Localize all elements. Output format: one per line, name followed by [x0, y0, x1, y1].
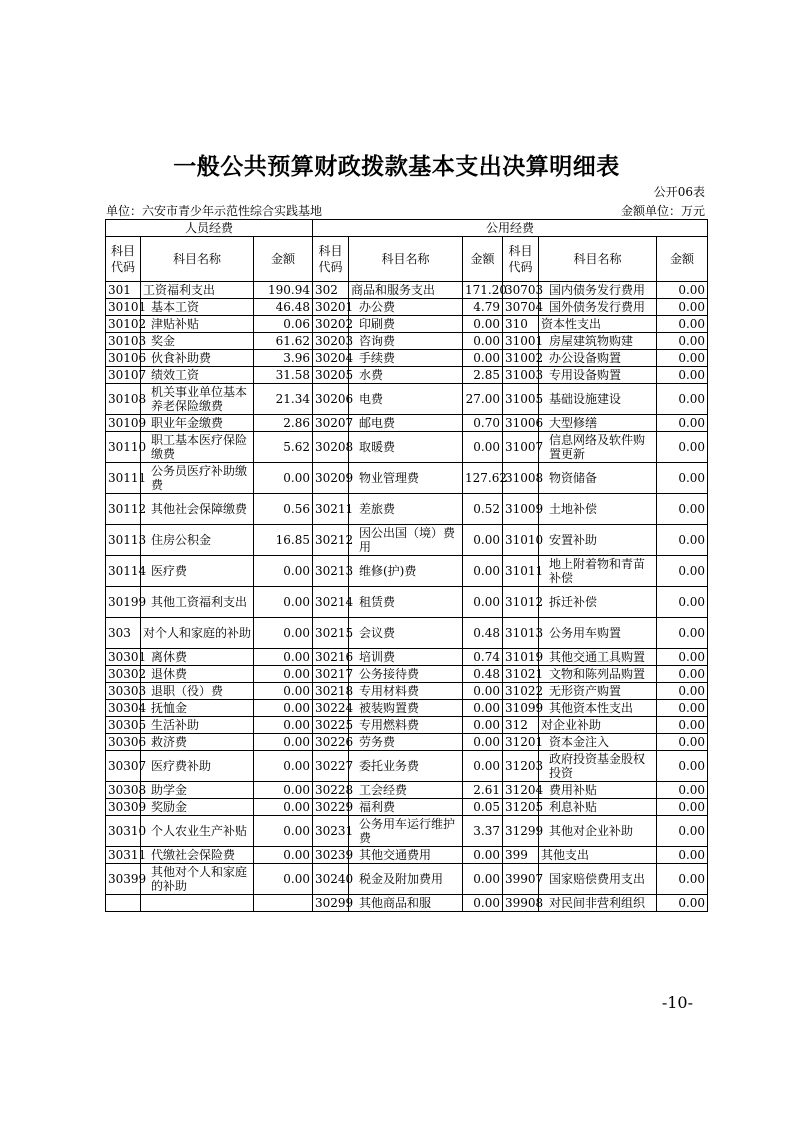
- subject-name: 退职（役）费: [141, 683, 254, 700]
- subject-code: 30209: [313, 463, 349, 494]
- subject-code: 30106: [106, 350, 141, 367]
- subject-code: 31204: [503, 782, 539, 799]
- amount: 0.05: [463, 799, 503, 816]
- subject-code: 30211: [313, 494, 349, 525]
- subject-name: 房屋建筑物购建: [539, 333, 657, 350]
- amount: 0.00: [657, 847, 708, 864]
- subject-name: 专用材料费: [349, 683, 463, 700]
- subject-name: 公务用车运行维护费: [349, 816, 463, 847]
- subject-code: 30226: [313, 734, 349, 751]
- amount: 0.00: [254, 782, 313, 799]
- subject-name: 公务用车购置: [539, 618, 657, 649]
- subject-code: 30308: [106, 782, 141, 799]
- table-row: [106, 384, 708, 415]
- subject-code: 31205: [503, 799, 539, 816]
- amount-header: 金额: [657, 237, 708, 282]
- amount: 0.00: [463, 556, 503, 587]
- amount: 0.00: [657, 415, 708, 432]
- amount-header: 金额: [254, 237, 313, 282]
- amount: 0.00: [657, 316, 708, 333]
- subject-code: 30240: [313, 864, 349, 895]
- amount: 0.00: [657, 734, 708, 751]
- subject-name: 个人农业生产补贴: [141, 816, 254, 847]
- table-row: [106, 847, 708, 864]
- table-row: [106, 367, 708, 384]
- subject-name: 资本金注入: [539, 734, 657, 751]
- amount: 0.00: [463, 700, 503, 717]
- subject-code: 30307: [106, 751, 141, 782]
- subject-code: 39907: [503, 864, 539, 895]
- amount: 0.00: [657, 895, 708, 912]
- subject-code: 30103: [106, 333, 141, 350]
- amount: 0.00: [657, 751, 708, 782]
- subject-name: 机关事业单位基本养老保险缴费: [141, 384, 254, 415]
- subject-name: 绩效工资: [141, 367, 254, 384]
- subject-code: 31099: [503, 700, 539, 717]
- subject-name: 国外债务发行费用: [539, 299, 657, 316]
- subject-code: 31019: [503, 649, 539, 666]
- subject-code: 30224: [313, 700, 349, 717]
- subject-name: 助学金: [141, 782, 254, 799]
- code-header: 科目代码: [503, 237, 539, 282]
- subject-name: 其他资本性支出: [539, 700, 657, 717]
- subject-name: 拆迁补偿: [539, 587, 657, 618]
- amount: 0.00: [254, 700, 313, 717]
- subject-code: 31005: [503, 384, 539, 415]
- subject-name: 其他交通工具购置: [539, 649, 657, 666]
- amount: 0.00: [463, 734, 503, 751]
- amount: 0.00: [463, 895, 503, 912]
- subject-code: 30301: [106, 649, 141, 666]
- money-unit: 金额单位：万元: [620, 204, 705, 218]
- amount: 0.00: [254, 666, 313, 683]
- table-row: [106, 683, 708, 700]
- subject-code: 30107: [106, 367, 141, 384]
- subject-code: 31007: [503, 432, 539, 463]
- amount: 0.00: [657, 367, 708, 384]
- table-row: [106, 782, 708, 799]
- subject-code: 30231: [313, 816, 349, 847]
- subject-code: 303: [106, 618, 141, 649]
- amount: 0.74: [463, 649, 503, 666]
- subject-code: 30214: [313, 587, 349, 618]
- expenditure-table: [105, 219, 708, 912]
- amount: 0.00: [254, 649, 313, 666]
- amount: 0.00: [657, 717, 708, 734]
- subject-name: 文物和陈列品购置: [539, 666, 657, 683]
- subject-name: 因公出国（境）费用: [349, 525, 463, 556]
- subject-name: 物资储备: [539, 463, 657, 494]
- table-row: [106, 734, 708, 751]
- subject-code: 31006: [503, 415, 539, 432]
- table-row: [106, 816, 708, 847]
- subject-name: 劳务费: [349, 734, 463, 751]
- subject-name: 医疗费补助: [141, 751, 254, 782]
- amount: 0.00: [657, 384, 708, 415]
- subject-code: 31022: [503, 683, 539, 700]
- subject-code: 31299: [503, 816, 539, 847]
- subject-name: 租赁费: [349, 587, 463, 618]
- subject-name: [141, 895, 254, 912]
- subject-name: 政府投资基金股权投资: [539, 751, 657, 782]
- subject-name: 职业年金缴费: [141, 415, 254, 432]
- subject-code: 30102: [106, 316, 141, 333]
- page-number: -10-: [661, 993, 693, 1012]
- amount: [254, 895, 313, 912]
- subject-name: 维修(护)费: [349, 556, 463, 587]
- table-row: [106, 751, 708, 782]
- subject-name: 津贴补贴: [141, 316, 254, 333]
- page-title: 一般公共预算财政拨款基本支出决算明细表: [173, 154, 620, 180]
- amount: 27.00: [463, 384, 503, 415]
- subject-name: 土地补偿: [539, 494, 657, 525]
- subject-name: 职工基本医疗保险缴费: [141, 432, 254, 463]
- amount: 0.00: [657, 816, 708, 847]
- subject-name: 奖励金: [141, 799, 254, 816]
- table-row: [106, 350, 708, 367]
- subject-name: 手续费: [349, 350, 463, 367]
- amount: 21.34: [254, 384, 313, 415]
- subject-name: 安置补助: [539, 525, 657, 556]
- subject-code: 312: [503, 717, 539, 734]
- amount: 0.00: [254, 799, 313, 816]
- amount: 0.00: [657, 525, 708, 556]
- subject-code: 301: [106, 282, 141, 299]
- subject-code: 31011: [503, 556, 539, 587]
- amount: 5.62: [254, 432, 313, 463]
- subject-code: 30704: [503, 299, 539, 316]
- subject-name: 电费: [349, 384, 463, 415]
- amount: 0.00: [463, 333, 503, 350]
- amount: 0.48: [463, 618, 503, 649]
- amount: 0.00: [463, 864, 503, 895]
- subject-name: 其他交通费用: [349, 847, 463, 864]
- subject-code: 30101: [106, 299, 141, 316]
- subject-name: 工会经费: [349, 782, 463, 799]
- subject-name: 其他对个人和家庭的补助: [141, 864, 254, 895]
- amount: 46.48: [254, 299, 313, 316]
- amount: 0.00: [657, 299, 708, 316]
- amount: 0.00: [657, 799, 708, 816]
- subject-name: 对民间非营利组织: [539, 895, 657, 912]
- subject-code: 30114: [106, 556, 141, 587]
- subject-code: 30310: [106, 816, 141, 847]
- amount: 0.00: [657, 556, 708, 587]
- subject-name: 其他支出: [539, 847, 657, 864]
- subject-name: 其他商品和服: [349, 895, 463, 912]
- subject-code: 31010: [503, 525, 539, 556]
- subject-name: 费用补贴: [539, 782, 657, 799]
- subject-name: 被装购置费: [349, 700, 463, 717]
- amount: 0.00: [463, 432, 503, 463]
- table-row: [106, 556, 708, 587]
- table-row: [106, 494, 708, 525]
- amount: 3.37: [463, 816, 503, 847]
- amount: 0.00: [254, 717, 313, 734]
- amount: 0.00: [657, 333, 708, 350]
- amount: 0.70: [463, 415, 503, 432]
- subject-name: 差旅费: [349, 494, 463, 525]
- table-row: [106, 649, 708, 666]
- table-row: [106, 717, 708, 734]
- subject-code: 30204: [313, 350, 349, 367]
- amount: 0.00: [657, 683, 708, 700]
- subject-code: 30304: [106, 700, 141, 717]
- table-row: [106, 463, 708, 494]
- subject-name: 无形资产购置: [539, 683, 657, 700]
- amount: 0.48: [463, 666, 503, 683]
- subject-code: 30218: [313, 683, 349, 700]
- subject-code: 30113: [106, 525, 141, 556]
- subject-name: 医疗费: [141, 556, 254, 587]
- table-body: [106, 282, 708, 912]
- subject-code: 30306: [106, 734, 141, 751]
- subject-code: 30216: [313, 649, 349, 666]
- subject-code: 30309: [106, 799, 141, 816]
- amount: 0.00: [463, 525, 503, 556]
- amount: 0.00: [463, 683, 503, 700]
- public-header: 公用经费: [313, 220, 708, 237]
- amount: 0.56: [254, 494, 313, 525]
- amount: 0.00: [463, 587, 503, 618]
- subject-name: 对企业补助: [539, 717, 657, 734]
- subject-code: 31021: [503, 666, 539, 683]
- amount: 0.00: [463, 847, 503, 864]
- table-row: [106, 587, 708, 618]
- subject-name: 福利费: [349, 799, 463, 816]
- amount: 0.00: [657, 700, 708, 717]
- code-header: 科目代码: [313, 237, 349, 282]
- subject-code: 30302: [106, 666, 141, 683]
- subject-name: 工资福利支出: [141, 282, 254, 299]
- subject-code: 30703: [503, 282, 539, 299]
- amount: 171.20: [463, 282, 503, 299]
- amount: 190.94: [254, 282, 313, 299]
- table-row: [106, 333, 708, 350]
- subject-name: 委托业务费: [349, 751, 463, 782]
- amount: 0.00: [254, 463, 313, 494]
- name-header: 科目名称: [141, 237, 254, 282]
- amount: 0.00: [657, 350, 708, 367]
- subject-name: 离休费: [141, 649, 254, 666]
- subject-code: 31201: [503, 734, 539, 751]
- subject-name: 办公设备购置: [539, 350, 657, 367]
- subject-name: 咨询费: [349, 333, 463, 350]
- subject-code: 30228: [313, 782, 349, 799]
- table-row: [106, 799, 708, 816]
- table-row: [106, 316, 708, 333]
- amount: 127.62: [463, 463, 503, 494]
- subject-code: 302: [313, 282, 349, 299]
- amount: 0.00: [463, 751, 503, 782]
- amount: 3.96: [254, 350, 313, 367]
- subject-name: 水费: [349, 367, 463, 384]
- amount: 16.85: [254, 525, 313, 556]
- subject-name: 伙食补助费: [141, 350, 254, 367]
- amount: 0.00: [254, 618, 313, 649]
- subject-code: 30303: [106, 683, 141, 700]
- amount: 4.79: [463, 299, 503, 316]
- amount: 0.00: [657, 432, 708, 463]
- table-row: [106, 666, 708, 683]
- unit-label: 单位：六安市青少年示范性综合实践基地: [106, 204, 323, 218]
- table-row: [106, 525, 708, 556]
- personnel-header: 人员经费: [106, 220, 313, 237]
- subject-code: 39908: [503, 895, 539, 912]
- table-row: [106, 415, 708, 432]
- amount: 0.00: [657, 282, 708, 299]
- amount: 0.06: [254, 316, 313, 333]
- amount: 2.85: [463, 367, 503, 384]
- subject-code: 31203: [503, 751, 539, 782]
- subject-name: 代缴社会保险费: [141, 847, 254, 864]
- amount: 0.00: [657, 666, 708, 683]
- subject-code: 30206: [313, 384, 349, 415]
- table-row: [106, 895, 708, 912]
- subject-code: 30207: [313, 415, 349, 432]
- amount: 0.00: [463, 717, 503, 734]
- subject-name: 住房公积金: [141, 525, 254, 556]
- subject-name: 商品和服务支出: [349, 282, 463, 299]
- subject-name: 资本性支出: [539, 316, 657, 333]
- name-header: 科目名称: [349, 237, 463, 282]
- subject-code: 30212: [313, 525, 349, 556]
- amount: 0.00: [657, 494, 708, 525]
- code-header: 科目代码: [106, 237, 141, 282]
- subject-name: 退休费: [141, 666, 254, 683]
- subject-code: 30217: [313, 666, 349, 683]
- subject-code: 30299: [313, 895, 349, 912]
- subject-name: 基本工资: [141, 299, 254, 316]
- subject-name: 奖金: [141, 333, 254, 350]
- amount: 0.00: [254, 816, 313, 847]
- subject-name: 培训费: [349, 649, 463, 666]
- subject-name: 地上附着物和青苗补偿: [539, 556, 657, 587]
- subject-code: 30229: [313, 799, 349, 816]
- name-header: 科目名称: [539, 237, 657, 282]
- subject-code: 30199: [106, 587, 141, 618]
- subject-name: 邮电费: [349, 415, 463, 432]
- subject-name: 印刷费: [349, 316, 463, 333]
- subject-name: 公务接待费: [349, 666, 463, 683]
- subject-name: 国内债务发行费用: [539, 282, 657, 299]
- subject-name: 国家赔偿费用支出: [539, 864, 657, 895]
- subject-code: 30203: [313, 333, 349, 350]
- subject-code: 31002: [503, 350, 539, 367]
- subject-code: 30201: [313, 299, 349, 316]
- table-row: [106, 700, 708, 717]
- subject-code: 31003: [503, 367, 539, 384]
- subject-code: 30109: [106, 415, 141, 432]
- subject-code: 30311: [106, 847, 141, 864]
- subject-name: 抚恤金: [141, 700, 254, 717]
- subject-code: 399: [503, 847, 539, 864]
- amount: 0.00: [657, 864, 708, 895]
- subject-code: 30399: [106, 864, 141, 895]
- amount: 0.00: [254, 683, 313, 700]
- subject-name: 办公费: [349, 299, 463, 316]
- table-row: [106, 282, 708, 299]
- subject-code: 31008: [503, 463, 539, 494]
- subject-code: 31001: [503, 333, 539, 350]
- subject-name: 利息补贴: [539, 799, 657, 816]
- amount: 61.62: [254, 333, 313, 350]
- subject-code: 30202: [313, 316, 349, 333]
- amount: 0.00: [657, 587, 708, 618]
- amount: 0.52: [463, 494, 503, 525]
- amount: 0.00: [657, 782, 708, 799]
- subject-name: 生活补助: [141, 717, 254, 734]
- subject-code: 30112: [106, 494, 141, 525]
- subject-code: 30215: [313, 618, 349, 649]
- subject-name: 专用设备购置: [539, 367, 657, 384]
- subject-name: 会议费: [349, 618, 463, 649]
- subject-name: 基础设施建设: [539, 384, 657, 415]
- amount: 0.00: [254, 751, 313, 782]
- amount: 0.00: [254, 734, 313, 751]
- table-row: [106, 299, 708, 316]
- amount-header: 金额: [463, 237, 503, 282]
- amount: 0.00: [254, 864, 313, 895]
- subject-code: 30213: [313, 556, 349, 587]
- table-row: [106, 864, 708, 895]
- subject-code: [106, 895, 141, 912]
- amount: 2.86: [254, 415, 313, 432]
- subject-code: 30225: [313, 717, 349, 734]
- subject-name: 公务员医疗补助缴费: [141, 463, 254, 494]
- subject-code: 30227: [313, 751, 349, 782]
- subject-code: 30110: [106, 432, 141, 463]
- subject-code: 30239: [313, 847, 349, 864]
- subject-name: 其他对企业补助: [539, 816, 657, 847]
- subject-name: 对个人和家庭的补助: [141, 618, 254, 649]
- subject-name: 税金及附加费用: [349, 864, 463, 895]
- subject-name: 救济费: [141, 734, 254, 751]
- amount: 0.00: [254, 556, 313, 587]
- amount: 0.00: [254, 847, 313, 864]
- subject-name: 信息网络及软件购置更新: [539, 432, 657, 463]
- subject-code: 30305: [106, 717, 141, 734]
- subject-name: 专用燃料费: [349, 717, 463, 734]
- subject-code: 31009: [503, 494, 539, 525]
- subject-code: 30108: [106, 384, 141, 415]
- subject-code: 31013: [503, 618, 539, 649]
- subject-code: 30208: [313, 432, 349, 463]
- subject-name: 其他工资福利支出: [141, 587, 254, 618]
- amount: 0.00: [657, 649, 708, 666]
- subject-code: 30111: [106, 463, 141, 494]
- amount: 2.61: [463, 782, 503, 799]
- amount: 0.00: [463, 316, 503, 333]
- subject-name: 物业管理费: [349, 463, 463, 494]
- amount: 0.00: [463, 350, 503, 367]
- subject-name: 大型修缮: [539, 415, 657, 432]
- amount: 0.00: [254, 587, 313, 618]
- subject-code: 310: [503, 316, 539, 333]
- subject-code: 31012: [503, 587, 539, 618]
- amount: 0.00: [657, 618, 708, 649]
- subject-name: 取暖费: [349, 432, 463, 463]
- table-code: 公开06表: [653, 185, 705, 199]
- subject-code: 30205: [313, 367, 349, 384]
- amount: 31.58: [254, 367, 313, 384]
- amount: 0.00: [657, 463, 708, 494]
- table-row: [106, 432, 708, 463]
- subject-name: 其他社会保障缴费: [141, 494, 254, 525]
- table-row: [106, 618, 708, 649]
